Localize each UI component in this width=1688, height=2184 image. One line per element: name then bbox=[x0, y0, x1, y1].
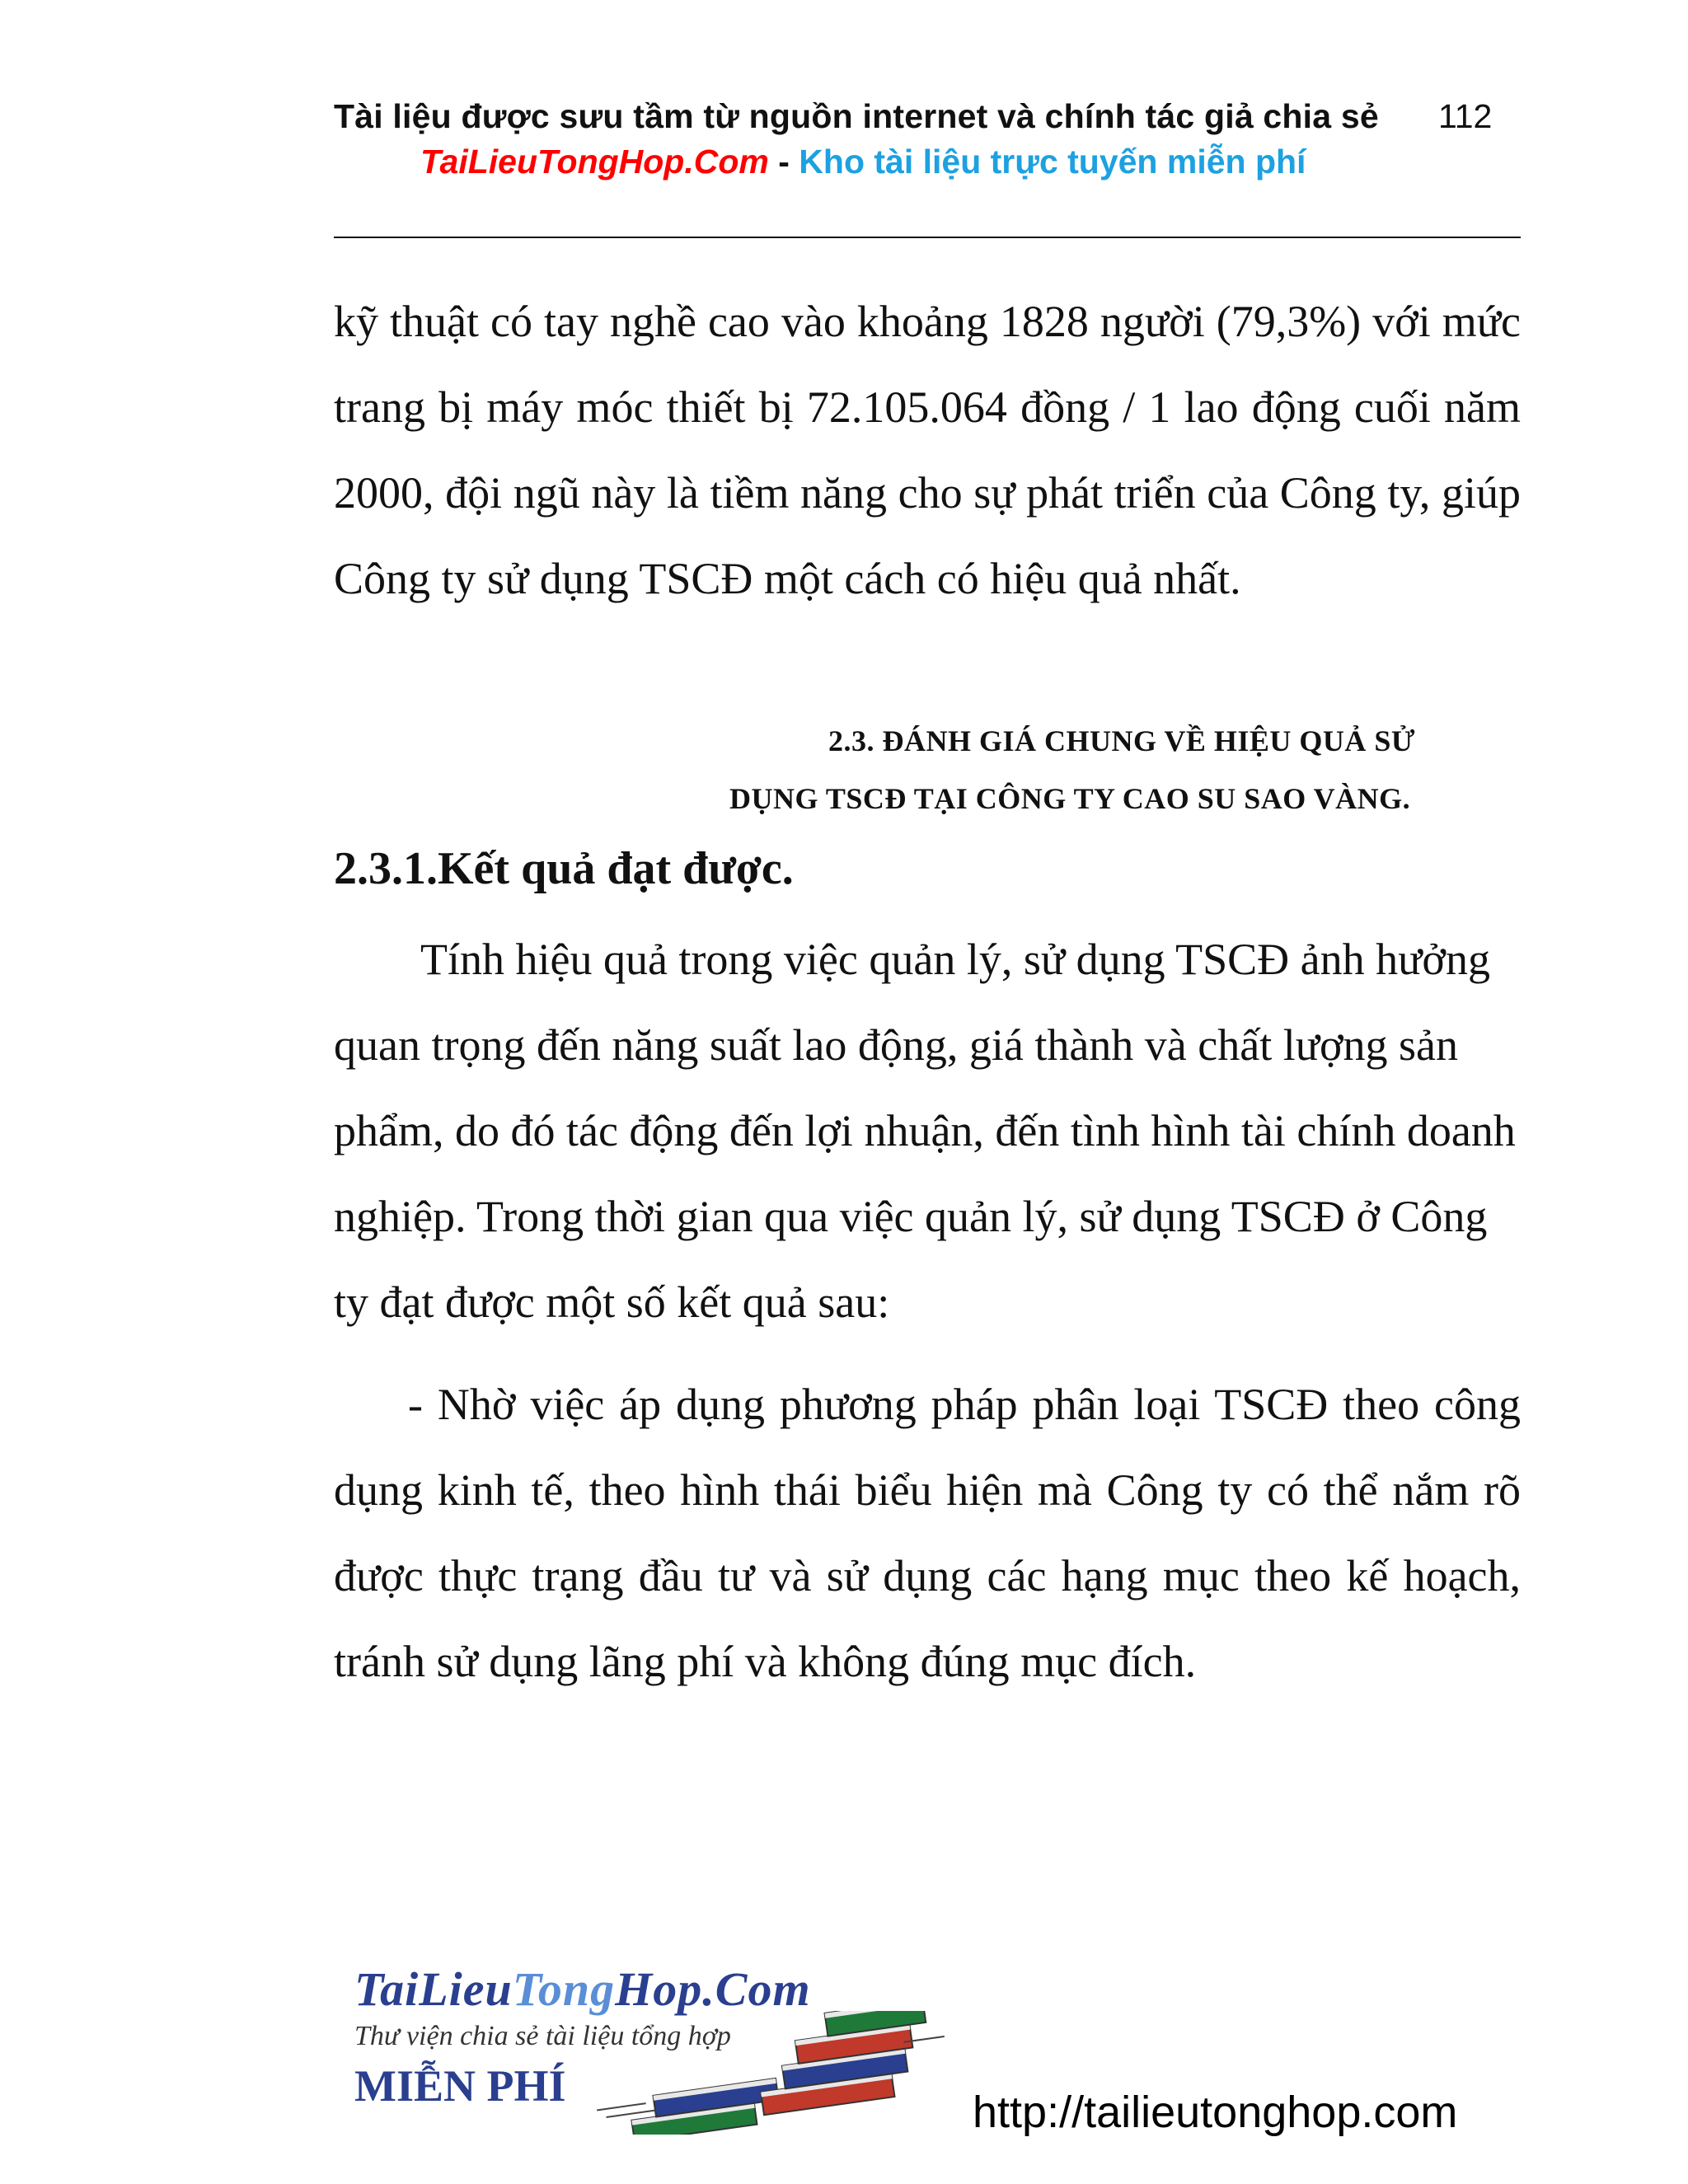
footer-url-link[interactable]: http://tailieutonghop.com bbox=[973, 2088, 1458, 2137]
logo-title-part-1: TaiLieu bbox=[354, 1962, 513, 2016]
header-site-name[interactable]: TaiLieuTongHop.Com bbox=[420, 143, 769, 180]
page-number: 112 bbox=[1438, 97, 1493, 135]
logo-free-label: MIỄN PHÍ bbox=[354, 2061, 566, 2111]
body-paragraph-1: kỹ thuật có tay nghề cao vào khoảng 1828 người (79,3%) với mức trang bị máy móc thiết bị 72.105.064 đồng / 1 lao động cuối năm 2000, đội ngũ này là tiềm năng cho sự phát triển của Công ty, giúp Công ty sử dụng TSCĐ một cách có hiệu quả nhất. bbox=[334, 297, 1521, 603]
section-title-line-1: 2.3. ĐÁNH GIÁ CHUNG VỀ HIỆU QUẢ SỬ bbox=[828, 724, 1416, 757]
logo-title bbox=[354, 1961, 811, 2017]
header-tagline: Kho tài liệu trực tuyến miễn phí bbox=[799, 143, 1306, 180]
logo-title-part-3: Hop.Com bbox=[615, 1962, 811, 2016]
body-paragraph-3: - Nhờ việc áp dụng phương pháp phân loại TSCĐ theo công dụng kinh tế, theo hình thái biểu hiện mà Công ty có thể nắm rõ được thực trạng đầu tư và sử dụng các hạng mục theo kế hoạch, tránh sử dụng lãng phí và không đúng mục đích. bbox=[334, 1380, 1521, 1686]
header-divider bbox=[334, 237, 1521, 238]
subheading: 2.3.1.Kết quả đạt được. bbox=[334, 843, 794, 894]
body-paragraph-2: Tính hiệu quả trong việc quản lý, sử dụng TSCĐ ảnh hưởng quan trọng đến năng suất lao động, giá thành và chất lượng sản phẩm, do đó tác động đến lợi nhuận, đến tình hình tài chính doanh nghiệp. Trong thời gian qua việc quản lý, sử dụng TSCĐ ở Công ty đạt được một số kết quả sau: bbox=[334, 935, 1516, 1327]
footer-logo[interactable] bbox=[346, 1961, 956, 2135]
logo-subtitle: Thư viện chia sẻ tài liệu tổng hợp bbox=[354, 2021, 731, 2051]
logo-title-part-2: Tong bbox=[512, 1962, 616, 2016]
section-title-line-2: DỤNG TSCĐ TẠI CÔNG TY CAO SU SAO VÀNG. bbox=[729, 782, 1411, 815]
header-separator: - bbox=[768, 143, 799, 180]
header-source-note: Tài liệu được sưu tầm từ nguồn internet và chính tác giả chia sẻ bbox=[334, 97, 1379, 135]
books-stack-icon bbox=[593, 2011, 956, 2135]
header-site-line bbox=[420, 143, 1306, 181]
